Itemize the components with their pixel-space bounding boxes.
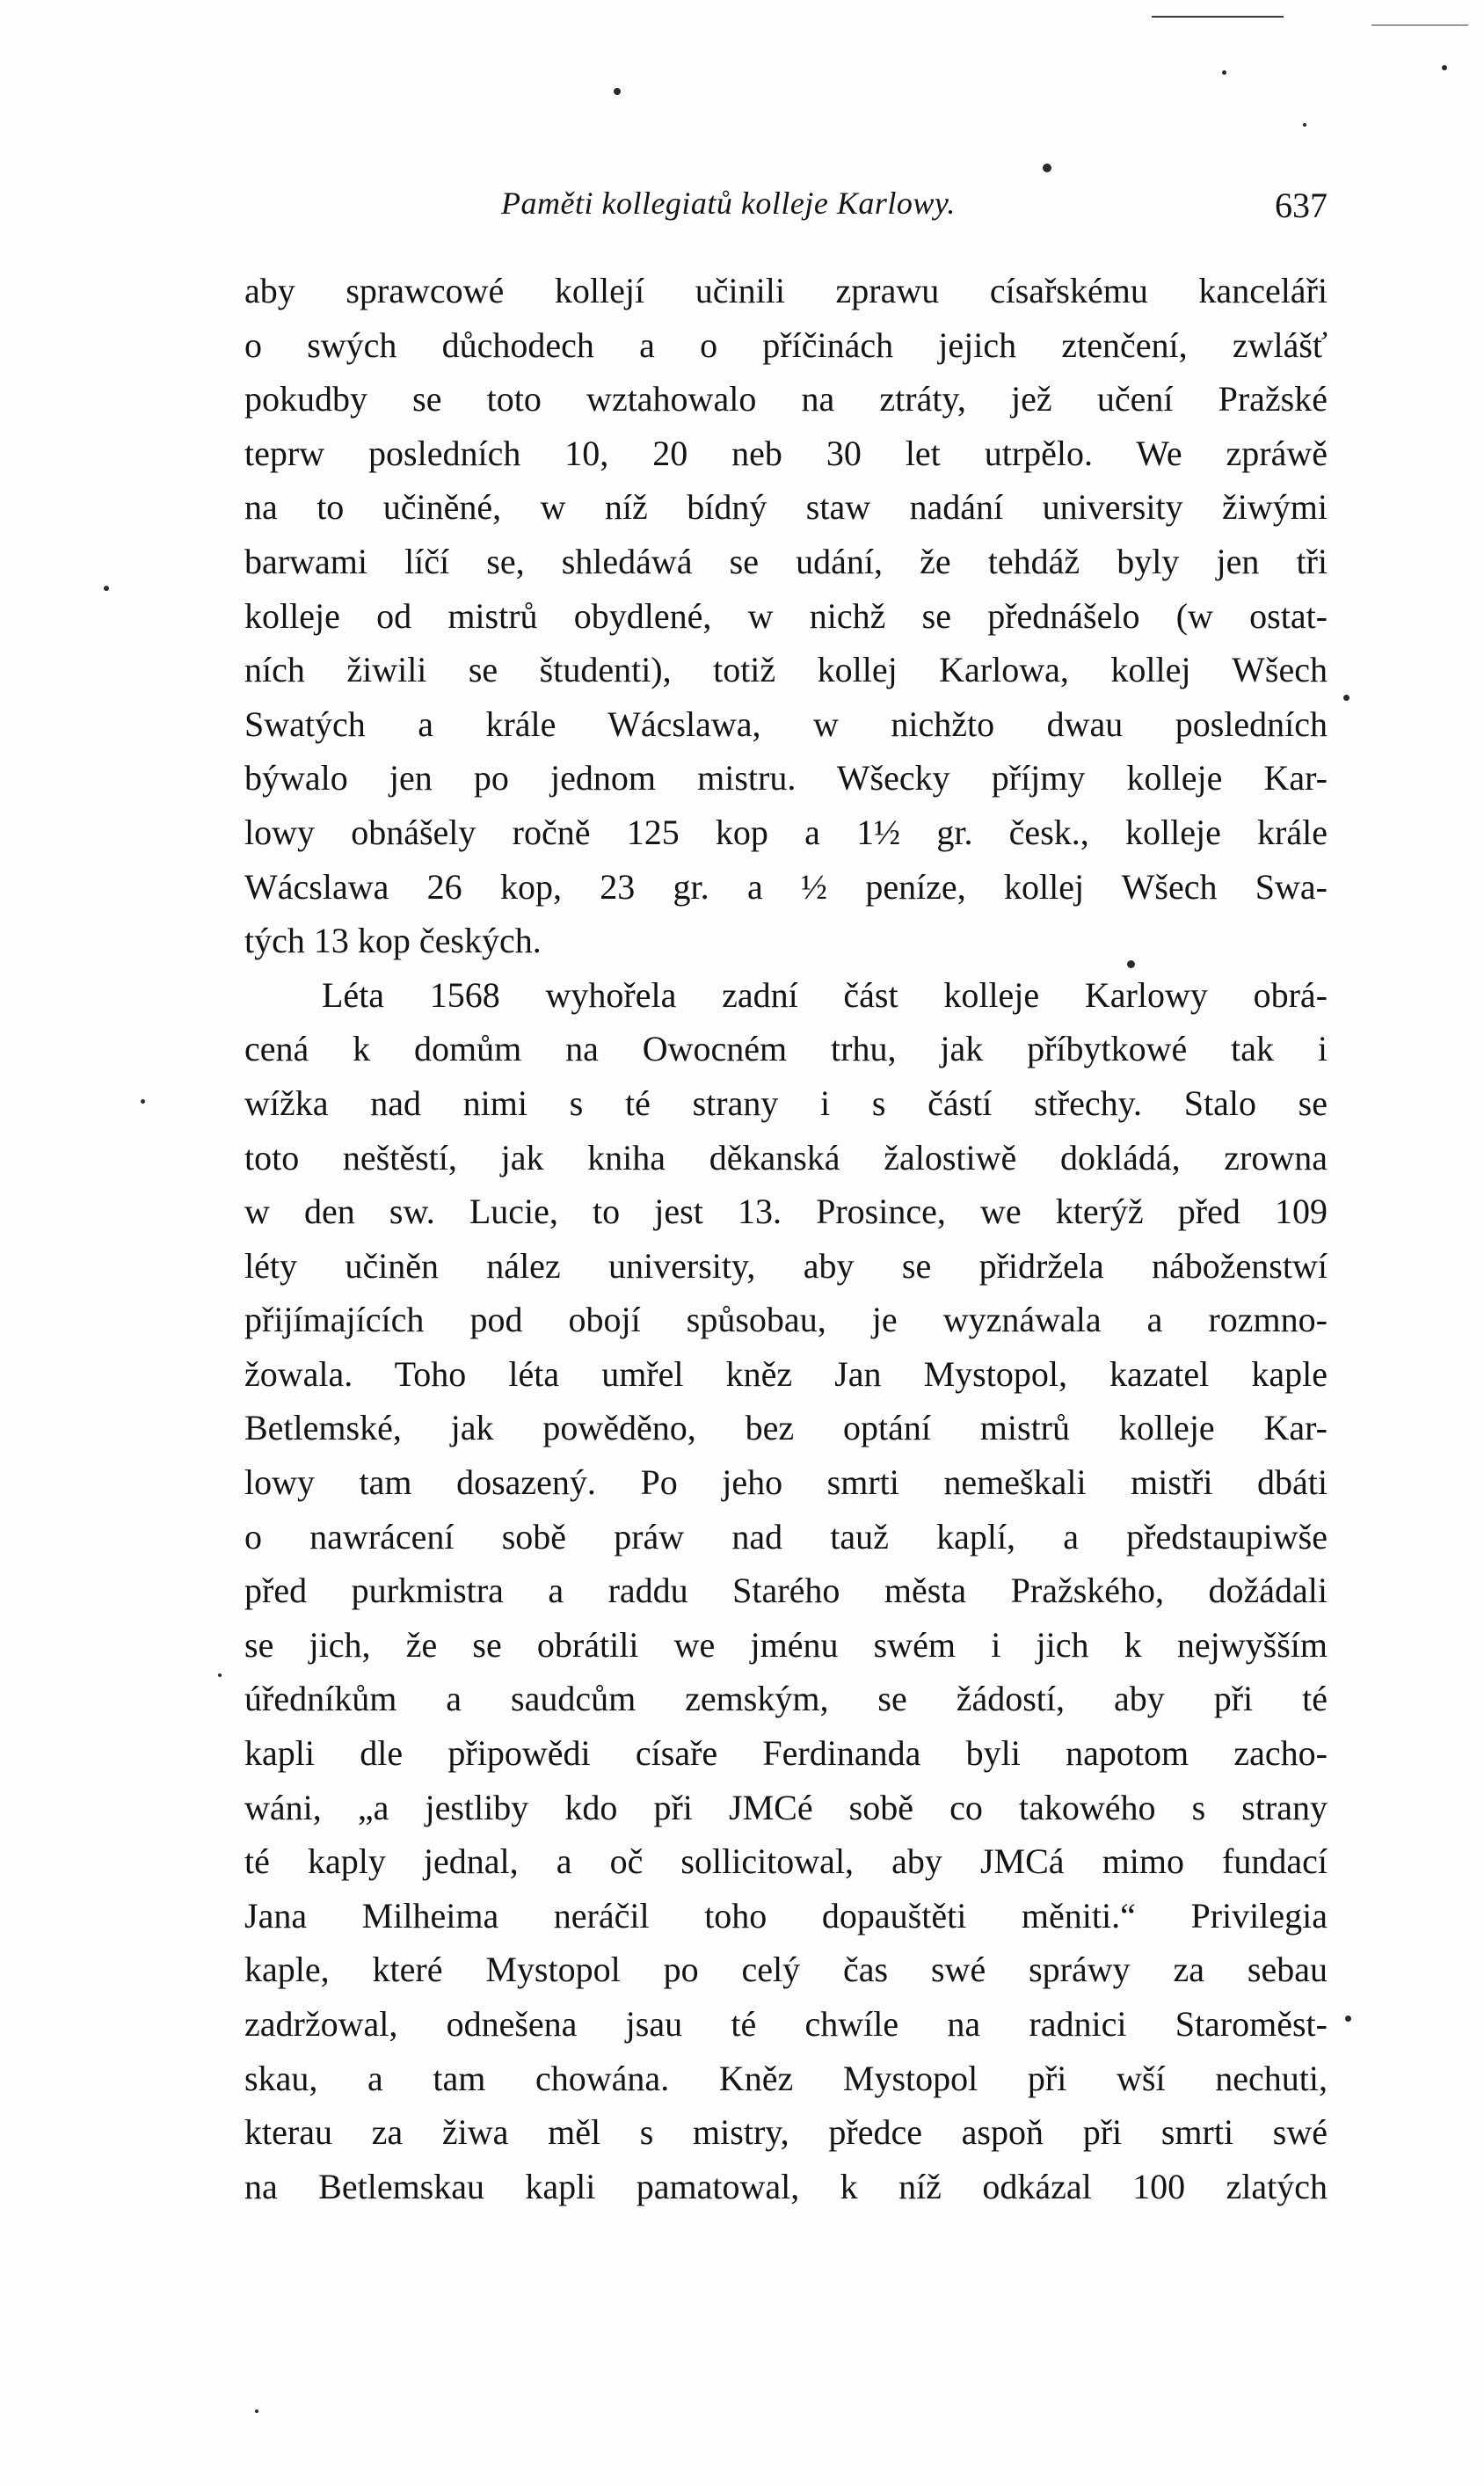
- text-line: léty učiněn nález university, aby se přidržela náboženstwí: [244, 1245, 1328, 1286]
- scan-speck: [218, 1673, 222, 1677]
- text-line: cená k domům na Owocném trhu, jak příbytkowé tak i: [244, 1029, 1328, 1069]
- text-line: Jana Milheima neráčil toho dopauštěti měniti.“ Privilegia: [244, 1895, 1328, 1936]
- scan-speck: [1303, 123, 1306, 127]
- text-line: kterau za žiwa měl s mistry, předce aspoň při smrti swé: [244, 2112, 1328, 2153]
- text-line: Wácslawa 26 kop, 23 gr. a ½ peníze, kollej Wšech Swa-: [244, 866, 1328, 907]
- text-line: aby sprawcowé kollejí učinili zprawu císařskému kanceláři: [244, 271, 1328, 310]
- text-line: skau, a tam chowána. Kněz Mystopol při wší nechuti,: [244, 2058, 1328, 2098]
- text-line: býwalo jen po jednom mistru. Wšecky příjmy kolleje Kar-: [244, 758, 1328, 798]
- page-number: 637: [1275, 186, 1328, 225]
- text-line: se jich, že se obrátili we jménu swém i jich k nejwyšším: [244, 1624, 1328, 1665]
- text-line: lowy tam dosazený. Po jeho smrti nemeškali mistři dbáti: [244, 1462, 1328, 1503]
- text-line: zadržowal, odnešena jsau té chwíle na radnici Staroměst-: [244, 2004, 1328, 2044]
- text-line: na to učiněné, w níž bídný staw nadání university žiwými: [244, 487, 1328, 528]
- text-line: wížka nad nimi s té strany i s částí střechy. Stalo se: [244, 1083, 1328, 1123]
- scan-speck: [141, 1099, 145, 1104]
- text-line: úředníkům a saudcům zemským, se žádostí, aby při té: [244, 1679, 1328, 1719]
- text-line: tých 13 kop českých.: [244, 921, 542, 961]
- text-line: přijímajících pod obojí spůsobau, je wyznáwala a rozmno-: [244, 1300, 1328, 1340]
- running-header: [246, 185, 1328, 237]
- scan-edge-line: [1152, 16, 1284, 18]
- body-text: [244, 264, 1328, 2213]
- scan-speck: [1043, 164, 1051, 172]
- text-line: ních žiwili se študenti), totiž kollej Karlowa, kollej Wšech: [244, 650, 1328, 690]
- scan-speck: [1222, 70, 1226, 75]
- text-line: žowala. Toho léta umřel kněz Jan Mystopol, kazatel kaple: [244, 1353, 1328, 1394]
- text-line: lowy obnášely ročně 125 kop a 1½ gr. česk., kolleje krále: [244, 812, 1328, 852]
- text-line: barwami líčí se, shledáwá se udání, že tehdáž byly jen tři: [244, 541, 1328, 581]
- text-line: kapli dle připowědi císaře Ferdinanda byli napotom zacho-: [244, 1733, 1328, 1774]
- text-line: na Betlemskau kapli pamatowal, k níž odkázal 100 zlatých: [244, 2166, 1328, 2206]
- text-line: teprw posledních 10, 20 neb 30 let utrpělo. We zpráwě: [244, 433, 1328, 473]
- text-line: o nawrácení sobě práw nad tauž kaplí, a předstaupiwše: [244, 1516, 1328, 1556]
- text-line: kolleje od mistrů obydlené, w nichž se přednášelo (w ostat-: [244, 595, 1328, 636]
- scan-speck: [104, 586, 109, 591]
- text-line: před purkmistra a raddu Starého města Pražského, dožádali: [244, 1571, 1328, 1611]
- running-title: Paměti kollegiatů kolleje Karlowy.: [501, 186, 956, 221]
- text-line: Léta 1568 wyhořela zadní část kolleje Karlowy obrá-: [322, 974, 1328, 1015]
- scan-speck: [1345, 2016, 1351, 2022]
- text-line: Swatých a krále Wácslawa, w nichžto dwau posledních: [244, 704, 1328, 744]
- text-line: o swých důchodech a o příčinách jejich ztenčení, zwlášť: [244, 324, 1328, 365]
- scan-speck: [1343, 695, 1349, 701]
- text-line: wáni, „a jestliby kdo při JMCé sobě co takowého s strany: [244, 1787, 1328, 1827]
- scan-speck: [614, 88, 621, 95]
- scan-speck: [1442, 65, 1447, 70]
- text-line: toto neštěstí, jak kniha děkanská žalostiwě dokládá, zrowna: [244, 1137, 1328, 1177]
- text-line: Betlemské, jak powěděno, bez optání mistrů kolleje Kar-: [244, 1408, 1328, 1448]
- text-line: pokudby se toto wztahowalo na ztráty, jež učení Pražské: [244, 379, 1328, 419]
- scan-speck: [255, 2409, 258, 2413]
- paragraph: [244, 968, 1328, 2214]
- paragraph: [244, 264, 1328, 968]
- scan-edge-line: [1371, 25, 1468, 26]
- text-line: kaple, které Mystopol po celý čas swé spráwy za sebau: [244, 1950, 1328, 1990]
- text-line: w den sw. Lucie, to jest 13. Prosince, we kterýž před 109: [244, 1192, 1328, 1232]
- text-line: té kaply jednal, a oč sollicitowal, aby JMCá mimo fundací: [244, 1841, 1328, 1882]
